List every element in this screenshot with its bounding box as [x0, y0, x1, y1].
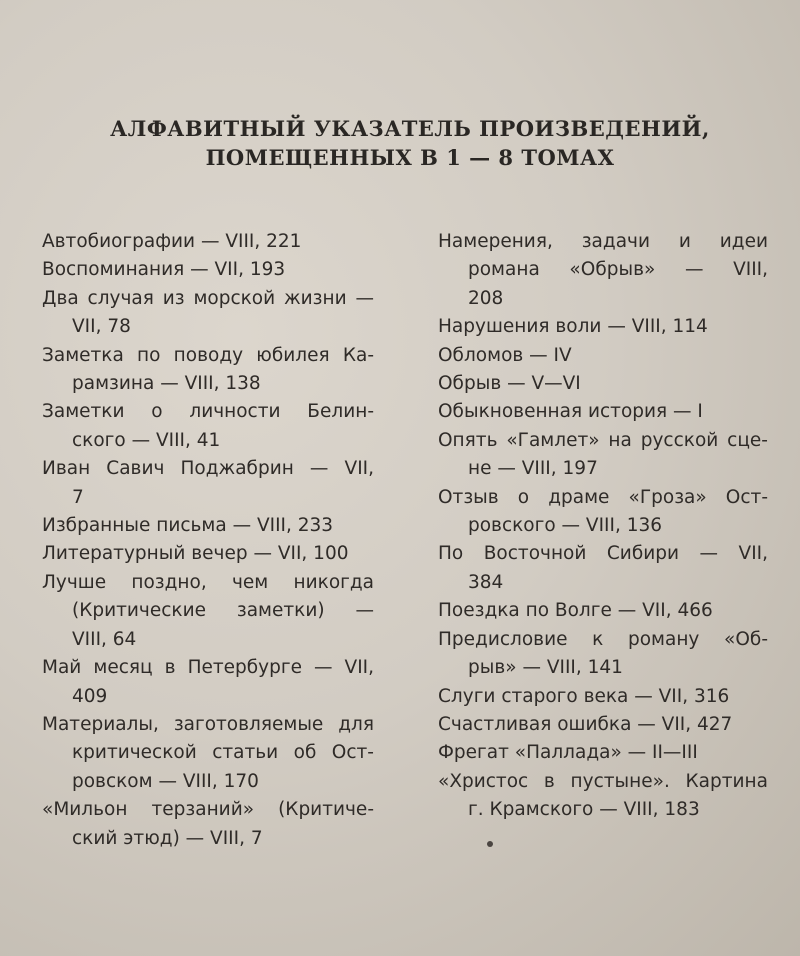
index-entry-line: Заметки о личности Белин-	[42, 401, 374, 423]
index-entry-line: Лучше поздно, чем никогда	[42, 571, 374, 593]
index-column-left	[42, 228, 374, 853]
index-entry-line: Автобиографии — VIII, 221	[42, 231, 302, 252]
index-entry	[438, 540, 768, 597]
index-entry	[438, 683, 768, 711]
index-entry	[42, 228, 374, 256]
index-entry	[438, 484, 768, 541]
index-entry	[42, 342, 374, 399]
index-entry-line: «Христос в пустыне». Картина	[438, 770, 768, 792]
index-entry-line: 7	[72, 486, 84, 508]
index-entry-line: Обломов — IV	[438, 344, 572, 366]
index-entry-line: Поездка по Волге — VII, 466	[438, 600, 713, 622]
index-title-line-1: АЛФАВИТНЫЙ УКАЗАТЕЛЬ ПРОИЗВЕДЕНИЙ,	[110, 116, 710, 141]
index-entry-line: Фрегат «Паллада» — II—III	[438, 742, 698, 764]
index-entry-line: г. Крамского — VIII, 183	[468, 799, 700, 821]
index-entry	[438, 398, 768, 426]
index-entry	[438, 739, 768, 767]
index-entry	[42, 285, 374, 342]
index-title-line-2: ПОМЕЩЕННЫХ В 1 — 8 ТОМАХ	[205, 145, 615, 170]
index-entry-line: Опять «Гамлет» на русской сце-	[438, 429, 768, 451]
index-entry-line: Отзыв о драме «Гроза» Ост-	[438, 486, 768, 508]
index-entry-line: ский этюд) — VIII, 7	[72, 827, 263, 849]
index-entry-line: Воспоминания — VII, 193	[42, 259, 286, 281]
index-entry-line: не — VIII, 197	[468, 458, 598, 480]
index-entry-line: критической статьи об Ост-	[72, 742, 374, 764]
index-entry	[42, 540, 374, 568]
index-entry-line: Избранные письма — VIII, 233	[42, 515, 334, 537]
index-entry-line: Намерения, задачи и идеи	[438, 231, 768, 252]
index-entry-line: Нарушения воли — VIII, 114	[438, 316, 708, 338]
index-entry	[438, 342, 768, 370]
index-entry	[438, 768, 768, 825]
index-entry	[438, 626, 768, 683]
index-entry-line: VIII, 64	[72, 628, 137, 650]
index-entry-line: 384	[468, 571, 504, 593]
index-entry-line: Литературный вечер — VII, 100	[42, 543, 349, 565]
index-entry-line: рыв» — VIII, 141	[468, 657, 623, 679]
index-entry-line: ровском — VIII, 170	[72, 770, 259, 792]
index-entry	[438, 313, 768, 341]
index-entry	[438, 597, 768, 625]
index-entry	[42, 569, 374, 654]
index-entry-line: По Восточной Сибири — VII,	[438, 543, 768, 565]
index-column-right	[438, 228, 768, 825]
index-entry-line: 409	[72, 685, 108, 707]
index-entry-line: «Мильон терзаний» (Критиче-	[42, 799, 374, 821]
index-entry-line: 208	[468, 287, 504, 309]
index-entry-line: Предисловие к роману «Об-	[438, 628, 768, 650]
index-entry-line: VII, 78	[72, 316, 131, 338]
index-entry-line: ского — VIII, 41	[72, 429, 221, 451]
index-entry-line: Обрыв — V—VI	[438, 373, 581, 395]
index-entry-line: рамзина — VIII, 138	[72, 373, 261, 395]
index-entry-line: Материалы, заготовляемые для	[42, 713, 374, 735]
index-entry	[42, 455, 374, 512]
index-entry	[438, 711, 768, 739]
index-entry-line: Иван Савич Поджабрин — VII,	[42, 458, 374, 480]
index-entry	[42, 512, 374, 540]
index-entry	[42, 256, 374, 284]
index-entry-line: ровского — VIII, 136	[468, 515, 663, 537]
index-entry	[42, 398, 374, 455]
index-entry-line: Два случая из морской жизни —	[42, 287, 374, 309]
index-entry-line: Счастливая ошибка — VII, 427	[438, 713, 733, 735]
index-entry-line: (Критические заметки) —	[72, 600, 374, 622]
index-entry-line: Заметка по поводу юбилея Ка-	[42, 344, 374, 366]
index-entry	[42, 654, 374, 711]
ink-speck	[487, 841, 493, 847]
index-entry	[438, 370, 768, 398]
index-entry	[438, 427, 768, 484]
index-entry	[42, 796, 374, 853]
index-entry-line: романа «Обрыв» — VIII,	[468, 259, 768, 281]
index-entry	[438, 228, 768, 313]
index-entry-line: Слуги старого века — VII, 316	[438, 685, 730, 707]
index-entry-line: Май месяц в Петербурге — VII,	[42, 657, 374, 679]
index-entry-line: Обыкновенная история — I	[438, 401, 703, 423]
index-entry	[42, 711, 374, 796]
